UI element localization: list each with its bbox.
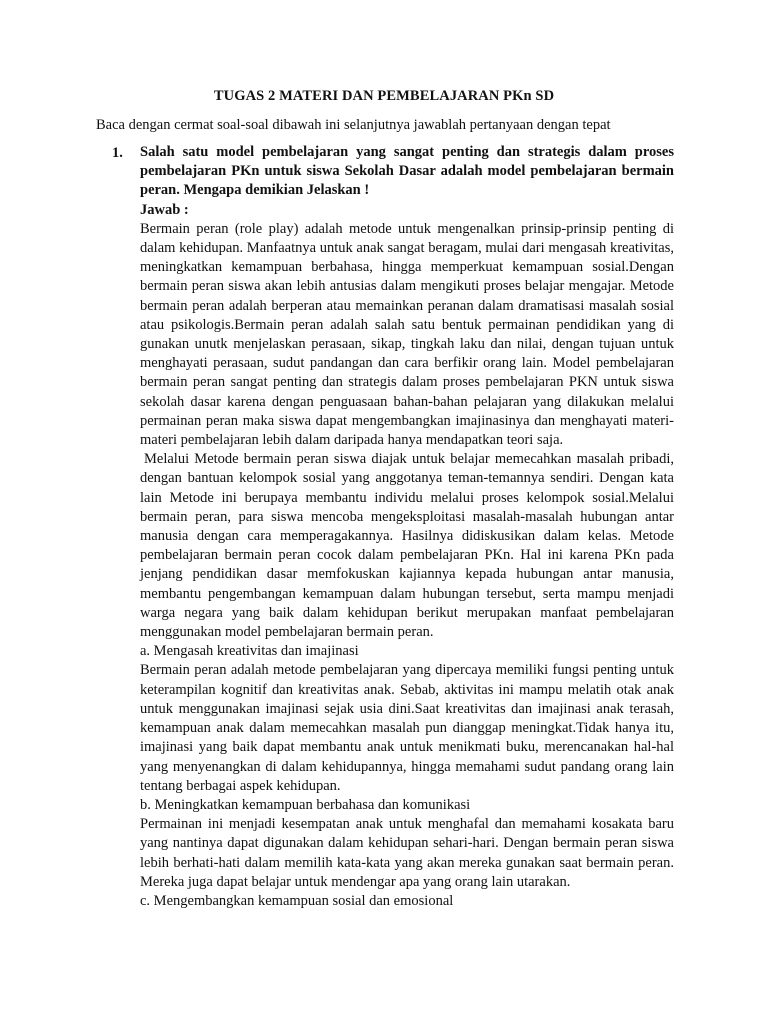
subheading-a: a. Mengasah kreativitas dan imajinasi: [140, 643, 359, 660]
question-text: Salah satu model pembelajaran yang sangat penting dan strategis dalam proses pembelajaran PKn untuk siswa Sekolah Dasar adalah model pembelajaran bermain peran. Mengapa demikian Jelaskan !: [140, 144, 674, 199]
document-title: TUGAS 2 MATERI DAN PEMBELAJARAN PKn SD: [213, 88, 555, 104]
answer-label: Jawab :: [140, 201, 189, 218]
subheading-c: c. Mengembangkan kemampuan sosial dan emosional: [140, 892, 454, 909]
answer-paragraph-a: Bermain peran adalah metode pembelajaran yang dipercaya memiliki fungsi penting untuk keterampilan kognitif dan kreativitas anak. Sebab, aktivitas ini mampu melatih otak anak untuk menggunakan imajinasi sejak usia dini.Saat kreativitas dan imajinasi anak terasah, kemampuan anak dalam memecahkan masalah pun dianggap meningkat.Tidak hanya itu, imajinasi yang baik dapat membantu anak untuk menikmati buku, merencanakan hal-hal yang menyenangkan di dalam kehidupannya, hingga memahami sudut pandang orang lain tentang berbagai aspek kehidupan.: [140, 662, 674, 794]
question-answer-block: [140, 143, 674, 911]
instruction-text: Baca dengan cermat soal-soal dibawah ini selanjutnya jawablah pertanyaan dengan tepat: [96, 117, 611, 133]
answer-paragraph-1: Bermain peran (role play) adalah metode untuk mengenalkan prinsip-prinsip penting di dalam kehidupan. Manfaatnya untuk anak sangat beragam, mulai dari mengasah kreativitas, meningkatkan kemampuan berbahasa, hingga memperkuat kemampuan sosial.Dengan bermain peran siswa akan lebih antusias dalam mengikuti proses belajar mengajar. Metode bermain peran adalah berperan atau memainkan peranan dalam dramatisasi masalah sosial atau psikologis.Bermain peran adalah salah satu bentuk permainan pendidikan yang di gunakan unutk menjelaskan perasaan, sikap, tingkah laku dan nilai, dengan tujuan untuk menghayati perasaan, sudut pandangan dan cara berfikir orang lain. Model pembelajaran bermain peran sangat penting dan strategis dalam proses pembelajaran PKN untuk siswa sekolah dasar karena dengan penguasaan bahan-bahan pelajaran yang dilakukan melalui permainan peran maka siswa dapat mengembangkan imajinasinya dan menghayati materi-materi pembelajaran lebih dalam daripada hanya mendapatkan teori saja.: [140, 220, 674, 449]
answer-paragraph-b: Permainan ini menjadi kesempatan anak untuk menghafal dan memahami kosakata baru yang nantinya dapat digunakan dalam kehidupan sehari-hari. Dengan bermain peran siswa lebih berhati-hati dalam memilih kata-kata yang akan mereka gunakan saat bermain peran. Mereka juga dapat belajar untuk mendengar apa yang orang lain utarakan.: [140, 816, 674, 890]
question-number: 1.: [112, 145, 123, 161]
subheading-b: b. Meningkatkan kemampuan berbahasa dan komunikasi: [140, 796, 471, 813]
answer-paragraph-2: Melalui Metode bermain peran siswa diajak untuk belajar memecahkan masalah pribadi, dengan bantuan kelompok sosial yang anggotanya teman-temannya sendiri. Dengan kata lain Metode ini berupaya membantu individu melalui proses kelompok sosial.Melalui bermain peran, para siswa mencoba mengeksploitasi masalah-masalah hubungan antar manusia dengan cara memperagakannya. Hasilnya didiskusikan dalam kelas. Metode pembelajaran bermain peran cocok dalam pembelajaran PKn. Hal ini karena PKn pada jenjang pendidikan dasar memfokuskan kajiannya kepada hubungan antar manusia, membantu pengembangan kemampuan dalam hubungan tersebut, serta mampu menjadi warga negara yang baik dalam kehidupan berikut merupakan manfaat pembelajaran menggunakan model pembelajaran bermain peran.: [140, 451, 674, 641]
